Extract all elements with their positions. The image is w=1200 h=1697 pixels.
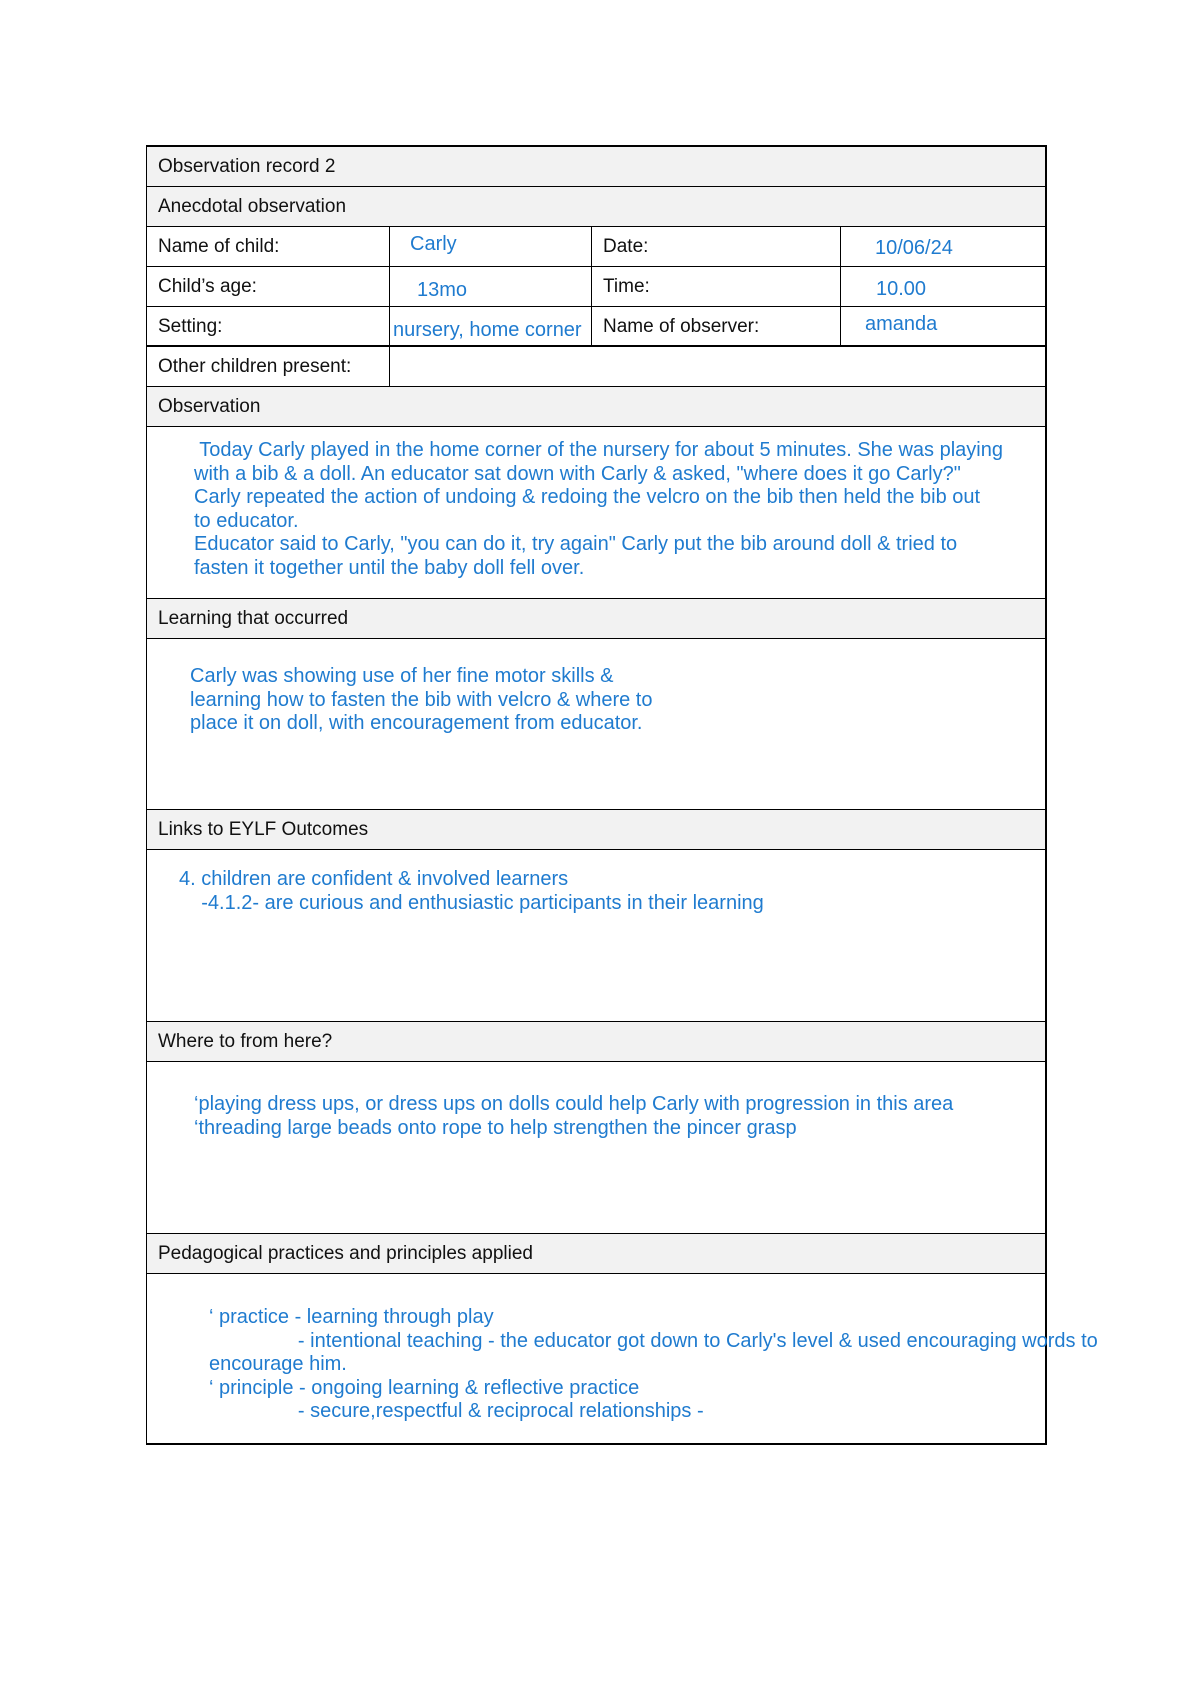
name-of-child-label: Name of child: [147, 227, 390, 266]
pedagogical-line: ‘ principle - ongoing learning & reflective practice [209, 1376, 640, 1399]
setting-label: Setting: [147, 307, 390, 345]
learning-body[interactable] [147, 639, 1045, 810]
childs-age-value: 13mo [417, 279, 468, 301]
name-of-child-value: Carly [410, 233, 457, 255]
observation-line: with a bib & a doll. An educator sat down with Carly & asked, "where does it go Carly?" [194, 462, 961, 485]
observation-line: Educator said to Carly, "you can do it, try again" Carly put the bib around doll & tried to [194, 533, 958, 555]
observation-line: to educator. [194, 509, 299, 532]
row-setting-observer [147, 307, 1045, 347]
where-to-line: ‘playing dress ups, or dress ups on dolls could help Carly with progression in this area [194, 1093, 954, 1115]
time-value: 10.00 [876, 278, 927, 300]
row-name-date [147, 227, 1045, 267]
observation-record-form [146, 145, 1098, 1445]
other-children-label: Other children present: [147, 347, 390, 386]
eylf-body[interactable] [147, 850, 1045, 1022]
date-cell[interactable] [841, 227, 1045, 266]
eylf-heading: Links to EYLF Outcomes [147, 810, 1045, 850]
where-to-heading: Where to from here? [147, 1022, 1045, 1062]
name-of-child-cell[interactable] [390, 227, 592, 266]
pedagogical-body[interactable] [147, 1274, 1098, 1445]
learning-line: place it on doll, with encouragement from educator. [190, 712, 643, 734]
record-title: Observation record 2 [147, 147, 1045, 187]
pedagogical-line: - intentional teaching - the educator got down to Carly's level & used encouraging words to [209, 1329, 1098, 1352]
where-to-body[interactable] [147, 1062, 1045, 1234]
name-of-observer-label: Name of observer: [592, 307, 841, 345]
pedagogical-line: - secure,respectful & reciprocal relationships - [209, 1400, 704, 1422]
other-children-cell[interactable] [390, 347, 1045, 386]
date-value: 10/06/24 [875, 237, 953, 259]
learning-line: learning how to fasten the bib with velcro & where to [190, 688, 653, 711]
time-label: Time: [592, 267, 841, 306]
observation-body[interactable] [147, 427, 1045, 599]
observation-type: Anecdotal observation [147, 187, 1045, 227]
observation-heading: Observation [147, 387, 1045, 427]
eylf-line: -4.1.2- are curious and enthusiastic participants in their learning [179, 891, 764, 914]
pedagogical-line: ‘ practice - learning through play [209, 1306, 494, 1328]
learning-heading: Learning that occurred [147, 599, 1045, 639]
childs-age-cell[interactable] [390, 267, 592, 306]
learning-line: Carly was showing use of her fine motor skills & [190, 665, 614, 687]
childs-age-label: Child’s age: [147, 267, 390, 306]
row-age-time [147, 267, 1045, 307]
name-of-observer-value: amanda [865, 313, 938, 335]
observation-line: fasten it together until the baby doll fell over. [194, 556, 585, 579]
date-label: Date: [592, 227, 841, 266]
observation-line: Carly repeated the action of undoing & redoing the velcro on the bib then held the bib out [194, 486, 981, 508]
name-of-observer-cell[interactable] [841, 307, 1045, 345]
where-to-line: ‘threading large beads onto rope to help strengthen the pincer grasp [194, 1116, 797, 1139]
pedagogical-line: encourage him. [209, 1353, 347, 1375]
setting-value: nursery, home corner [393, 319, 582, 341]
row-other-children [147, 347, 1045, 387]
eylf-line: 4. children are confident & involved learners [179, 868, 569, 890]
observation-line: Today Carly played in the home corner of the nursery for about 5 minutes. She was playing [194, 439, 1003, 461]
pedagogical-heading: Pedagogical practices and principles applied [147, 1234, 1045, 1274]
time-cell[interactable] [841, 267, 1045, 306]
setting-cell[interactable] [390, 307, 592, 345]
